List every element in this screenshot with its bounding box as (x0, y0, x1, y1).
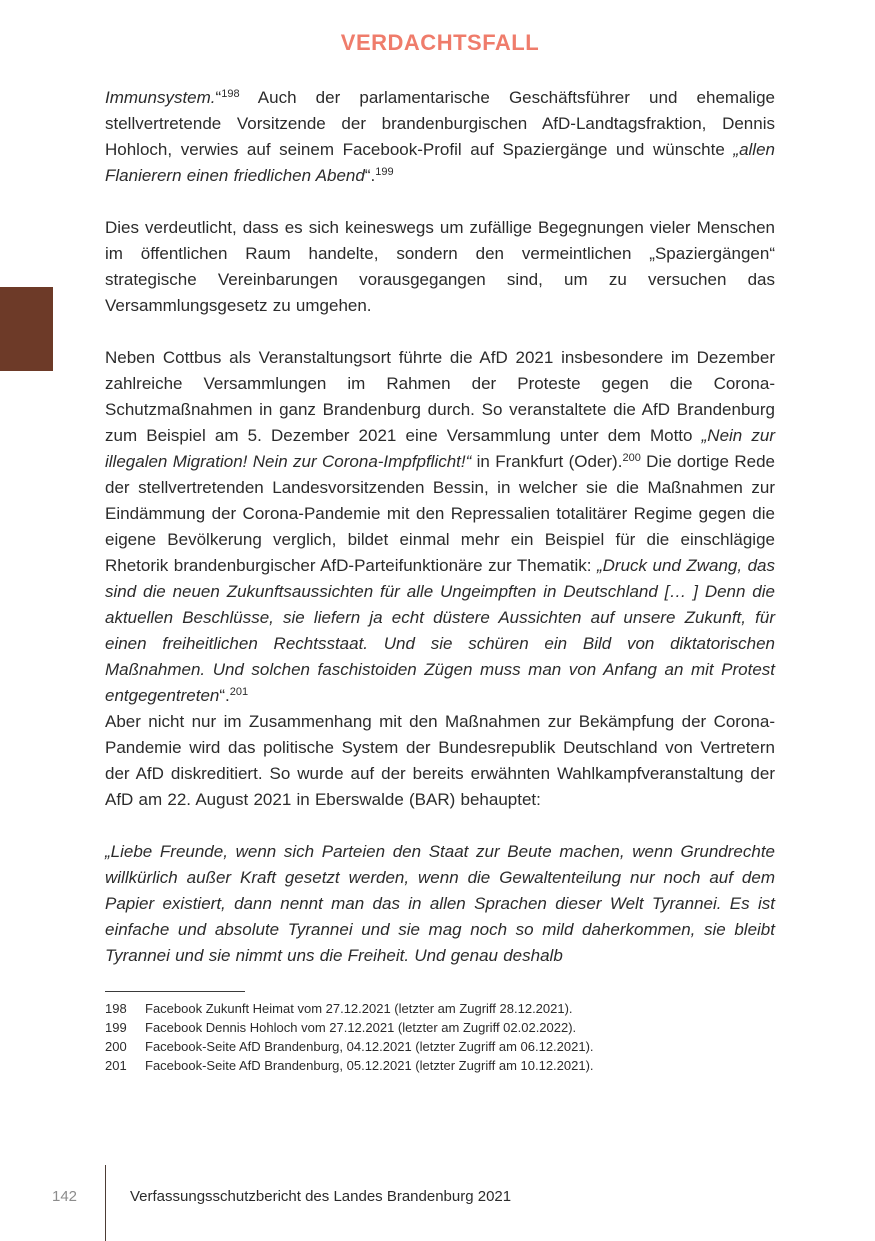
quoted-text: „Liebe Freunde, wenn sich Parteien den Staat zur Beute machen, wenn Grundrechte willkürlich außer Kraft gesetzt werden, wenn die Gewaltenteilung nur noch auf dem Papier existiert, dann nennt man das in allen Sprachen dieser Welt Tyrannei. Es ist einfache und absolute Tyrannei und sie mag noch so mild daherkommen, sie bleibt Tyrannei und sie nimmt uns die Freiheit. Und genau deshalb (105, 842, 775, 965)
footnote-reference[interactable]: 201 (229, 686, 249, 698)
quoted-text: „Druck und Zwang, das sind die neuen Zukunftsaussichten für alle Ungeimpften in Deutschland [… ] Denn die aktuellen Beschlüsse, sie liefern ja echt düstere Aussichten auf unsere Zukunft, für einen freiheitlichen Rechtsstaat. Und sie schüren ein Bild von diktatorischen Maßnahmen. Und solchen faschistoiden Zügen muss man von Anfang an mit Protest entgegentreten (105, 556, 775, 705)
chapter-tab-marker (0, 287, 53, 371)
text-run: “. (364, 166, 376, 185)
footer-title: Verfassungsschutzbericht des Landes Brandenburg 2021 (130, 1188, 512, 1205)
text-run: “ (215, 88, 222, 107)
footnote-number: 200 (105, 1039, 127, 1054)
quoted-text: Immunsystem. (105, 88, 216, 107)
footnote-number: 199 (105, 1020, 127, 1035)
page-heading: VERDACHTSFALL (340, 30, 540, 55)
page-content (105, 30, 775, 1075)
text-run: “. (219, 686, 230, 705)
text-run: in Frankfurt (Oder). (471, 452, 623, 471)
paragraph (105, 839, 775, 969)
paragraph (105, 709, 775, 813)
body-text (105, 85, 775, 969)
footnote-item (105, 999, 775, 1018)
text-run: Die dortige Rede der stellvertretenden Landesvorsitzenden Bessin, in welcher sie die Maßnahmen zur Eindämmung der Corona-Pandemie mit den Repressalien totalitärer Regime gegen die eigene Bevölkerung verglich, bildet einmal mehr ein Beispiel für die einschlägige Rhetorik brandenburgischer AfD-Parteifunktionäre zur Thematik: (105, 452, 775, 575)
text-run: Aber nicht nur im Zusammenhang mit den Maßnahmen zur Bekämpfung der Corona-Pandemie wird das politische System der Bundesrepublik Deutschland von Vertretern der AfD diskreditiert. So wurde auf der bereits erwähnten Wahlkampfveranstaltung der AfD am 22. August 2021 in Eberswalde (BAR) behauptet: (105, 712, 775, 809)
page-number: 142 (52, 1188, 78, 1205)
footnote-item (105, 1018, 775, 1037)
quoted-text: „allen Flanierern einen friedlichen Abend (105, 140, 775, 185)
footnote-separator (105, 991, 245, 992)
footnotes-list (105, 999, 775, 1075)
footnote-item (105, 1037, 775, 1056)
text-run: Auch der parlamentarische Geschäftsführer und ehemalige stellvertretende Vorsitzende der brandenburgischen AfD-Landtagsfraktion, Dennis Hohloch, verwies auf seinem Facebook-Profil auf Spaziergänge und wünschte (105, 88, 775, 159)
footnotes-section (105, 991, 775, 1075)
footnote-number: 201 (105, 1058, 127, 1073)
footnote-text: Facebook-Seite AfD Brandenburg, 04.12.2021 (letzter Zugriff am 06.12.2021). (145, 1039, 594, 1054)
text-run: Dies verdeutlicht, dass es sich keineswegs um zufällige Begegnungen vieler Menschen im öffentlichen Raum handelte, sondern den vermeintlichen „Spaziergängen“ strategische Vereinbarungen vorausgegangen sind, um zu versuchen das Versammlungsgesetz zu umgehen. (105, 218, 775, 315)
quoted-text: „Nein zur illegalen Migration! Nein zur Corona-Impfpflicht!“ (105, 426, 776, 471)
footnote-reference[interactable]: 200 (622, 452, 641, 464)
footnote-reference[interactable]: 198 (221, 88, 240, 100)
footnote-item (105, 1056, 775, 1075)
footnote-reference[interactable]: 199 (375, 166, 394, 178)
paragraph (105, 345, 775, 709)
footnote-text: Facebook Dennis Hohloch vom 27.12.2021 (letzter am Zugriff 02.02.2022). (145, 1020, 577, 1035)
footnote-number: 198 (105, 1001, 127, 1016)
text-run: Neben Cottbus als Veranstaltungsort führte die AfD 2021 insbesondere im Dezember zahlreiche Versammlungen im Rahmen der Proteste gegen die Corona-Schutzmaßnahmen in ganz Brandenburg durch. So veranstaltete die AfD Brandenburg zum Beispiel am 5. Dezember 2021 eine Versammlung unter dem Motto (105, 348, 775, 445)
footnote-text: Facebook Zukunft Heimat vom 27.12.2021 (letzter am Zugriff 28.12.2021). (145, 1001, 573, 1016)
footnote-text: Facebook-Seite AfD Brandenburg, 05.12.2021 (letzter Zugriff am 10.12.2021). (145, 1058, 594, 1073)
paragraph (105, 85, 775, 189)
footer-divider (105, 1165, 106, 1241)
paragraph (105, 215, 775, 319)
